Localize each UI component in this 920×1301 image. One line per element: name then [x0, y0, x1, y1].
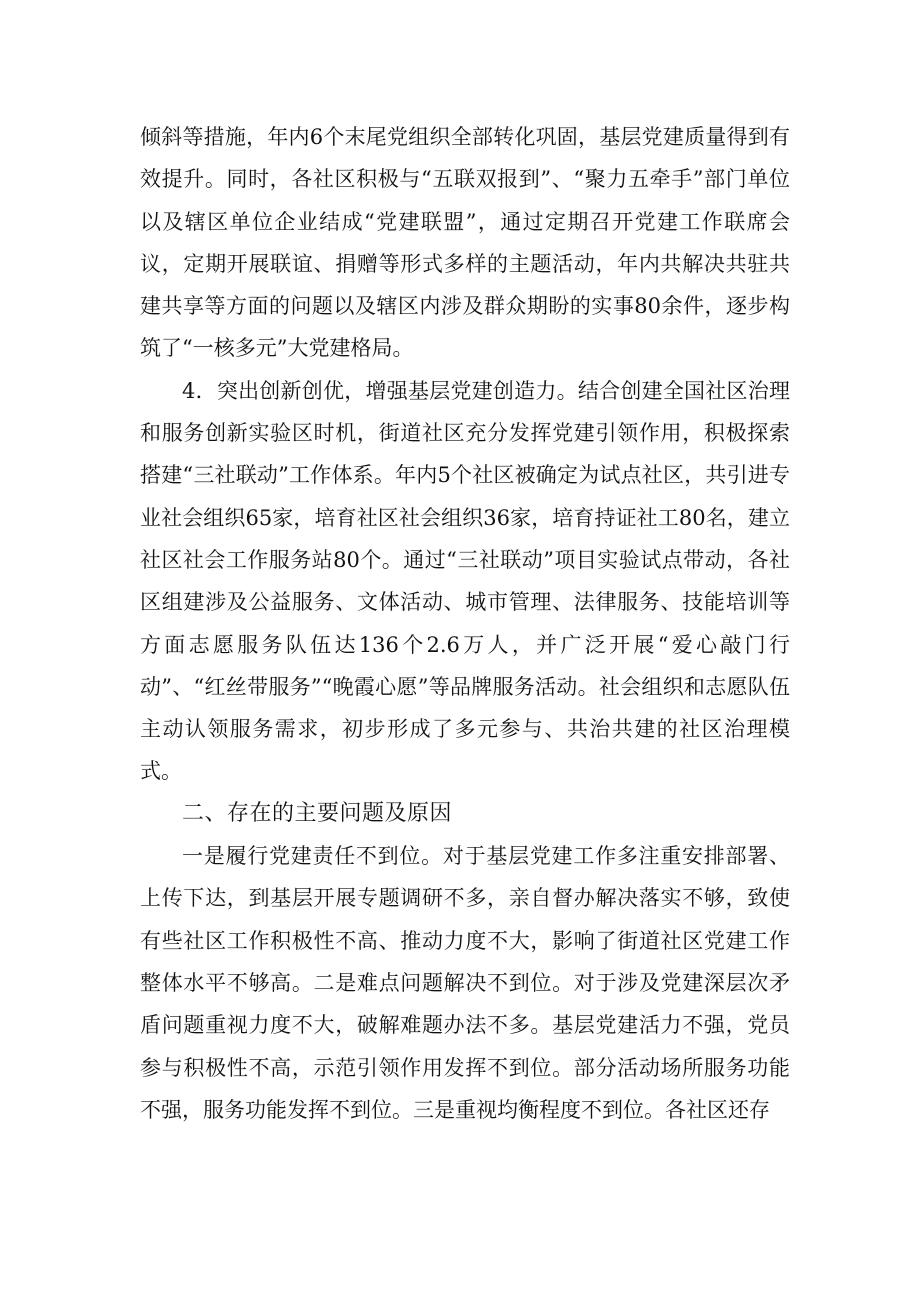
paragraph-problems: 一是履行党建责任不到位。对于基层党建工作多注重安排部署、上传下达，到基层开展专题调研不多，亲自督办解决落实不够，致使有些社区工作积极性不高、推动力度不大，影响了街道社区党建工作整体水平不够高。二是难点问题解决不到位。对于涉及党建深层次矛盾问题重视力度不大，破解难题办法不多。基层党建活力不强，党员参与积极性不高，示范引领作用发挥不到位。部分活动场所服务功能不强，服务功能发挥不到位。三是重视均衡程度不到位。各社区还存 — [140, 844, 790, 1122]
paragraph-continued: 倾斜等措施，年内6个末尾党组织全部转化巩固，基层党建质量得到有效提升。同时，各社区积极与“五联双报到”、“聚力五牵手”部门单位以及辖区单位企业结成“党建联盟”，通过定期召开党建工作联席会议，定期开展联谊、捐赠等形式多样的主题活动，年内共解决共驻共建共享等方面的问题以及辖区内涉及群众期盼的实事80余件，逐步构筑了“一核多元”大党建格局。 — [140, 125, 790, 361]
document-body — [140, 116, 790, 1131]
section-heading: 二、存在的主要问题及原因 — [182, 800, 453, 826]
paragraph-innovation: 4．突出创新创优，增强基层党建创造力。结合创建全国社区治理和服务创新实验区时机，街道社区充分发挥党建引领作用，积极探索搭建“三社联动”工作体系。年内5个社区被确定为试点社区，共引进专业社会组织65家，培育社区社会组织36家，培育持证社工80名，建立社区社会工作服务站80个。通过“三社联动”项目实验试点带动，各社区组建涉及公益服务、文体活动、城市管理、法律服务、技能培训等方面志愿服务队伍达136个2.6万人，并广泛开展“爱心敲门行动”、“红丝带服务”“晚霞心愿”等品牌服务活动。社会组织和志愿队伍主动认领服务需求，初步形成了多元参与、共治共建的社区治理模式。 — [140, 378, 790, 784]
